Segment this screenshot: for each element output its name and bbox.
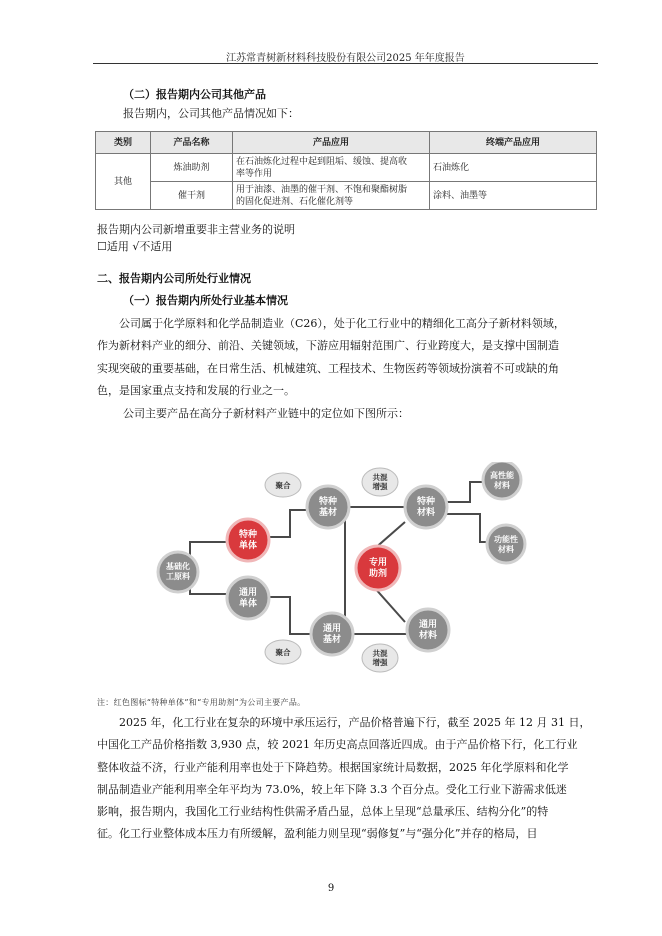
node-special-monomer bbox=[227, 519, 269, 561]
svg-text:材料: 材料 bbox=[416, 508, 436, 518]
product-application-cell bbox=[233, 182, 430, 210]
svg-text:特种: 特种 bbox=[238, 530, 258, 540]
col-header-category: 类别 bbox=[96, 132, 151, 154]
non-main-business-title: 报告期内公司新增重要非主营业务的说明 bbox=[97, 223, 295, 236]
col-header-name: 产品名称 bbox=[151, 132, 233, 154]
svg-text:通用: 通用 bbox=[418, 620, 438, 630]
diagram-note: 注：红色图标“特种单体”和“专用助剂”为公司主要产品。 bbox=[97, 698, 306, 707]
svg-text:聚合: 聚合 bbox=[275, 648, 291, 657]
industry-section-heading: 二、报告期内公司所处行业情况 bbox=[97, 272, 251, 285]
header-rule bbox=[93, 63, 598, 64]
paragraph-line: 制品制造业产能利用率全年平均为 73.0%，较上年下降 3.3 个百分点。受化工行业下游需求低迷 bbox=[97, 782, 567, 796]
svg-text:功能性: 功能性 bbox=[494, 535, 518, 544]
table-row bbox=[96, 182, 597, 210]
other-products-heading: （二）报告期内公司其他产品 bbox=[123, 88, 266, 101]
application-line: 率等作用 bbox=[236, 168, 273, 179]
terminal-application-cell: 涂料、油墨等 bbox=[430, 182, 597, 210]
paragraph-line: 色，是国家重点支持和发展的行业之一。 bbox=[97, 383, 295, 397]
svg-text:通用: 通用 bbox=[238, 588, 258, 598]
node-general-base bbox=[311, 613, 353, 655]
page-number: 9 bbox=[327, 883, 335, 894]
svg-text:基础化: 基础化 bbox=[166, 562, 190, 571]
node-general-material bbox=[407, 609, 449, 651]
node-basic-raw-material bbox=[158, 552, 198, 592]
svg-text:专用: 专用 bbox=[368, 558, 388, 568]
category-cell: 其他 bbox=[96, 154, 151, 210]
paragraph-line: 2025 年，化工行业在复杂的环境中承压运行，产品价格普遍下行，截至 2025 年 12 月 31 日， bbox=[119, 716, 591, 729]
paragraph-line: 影响，报告期内，我国化工行业结构性供需矛盾凸显，总体上呈现“总量承压、结构分化”的特 bbox=[97, 805, 549, 819]
col-header-terminal: 终端产品应用 bbox=[430, 132, 597, 154]
svg-text:材料: 材料 bbox=[418, 631, 438, 641]
industry-paragraph-3 bbox=[97, 712, 597, 846]
node-general-monomer bbox=[227, 577, 269, 619]
svg-text:增强: 增强 bbox=[372, 658, 388, 667]
other-products-table bbox=[95, 131, 597, 210]
polymer-bubble-bottom bbox=[265, 640, 301, 664]
svg-text:基材: 基材 bbox=[322, 635, 342, 645]
svg-text:聚合: 聚合 bbox=[275, 481, 291, 490]
product-application-cell bbox=[233, 154, 430, 182]
node-special-material bbox=[405, 486, 447, 528]
svg-text:共混: 共混 bbox=[372, 649, 388, 658]
industry-subheading: （一）报告期内所处行业基本情况 bbox=[123, 294, 288, 307]
svg-text:单体: 单体 bbox=[238, 599, 258, 609]
svg-text:特种: 特种 bbox=[318, 497, 338, 507]
svg-text:助剂: 助剂 bbox=[368, 569, 388, 579]
application-line: 用于油漆、油墨的催干剂、不饱和聚酯树脂 bbox=[236, 184, 408, 195]
svg-text:材料: 材料 bbox=[494, 481, 510, 490]
svg-text:高性能: 高性能 bbox=[490, 471, 514, 480]
svg-text:工原料: 工原料 bbox=[166, 572, 190, 581]
industry-paragraph-2: 公司主要产品在高分子新材料产业链中的定位如下图所示： bbox=[123, 407, 409, 420]
node-special-base bbox=[307, 486, 349, 528]
svg-text:材料: 材料 bbox=[498, 545, 514, 554]
paragraph-line: 作为新材料产业的细分、前沿、关键领域，下游应用辐射范围广、行业跨度大，是支撑中国制造 bbox=[97, 339, 559, 353]
table-row bbox=[96, 154, 597, 182]
non-main-business-options: ☐适用 √不适用 bbox=[97, 240, 173, 253]
polymer-bubble-top bbox=[265, 473, 301, 497]
industry-paragraph-1 bbox=[97, 313, 597, 402]
svg-text:通用: 通用 bbox=[322, 624, 342, 634]
svg-text:共混: 共混 bbox=[372, 473, 388, 482]
blend-bubble-bottom bbox=[362, 644, 398, 672]
industry-chain-diagram bbox=[140, 462, 540, 690]
paragraph-line: 整体收益不济，行业产能利用率也处于下降趋势。根据国家统计局数据，2025 年化学原料和化学 bbox=[97, 760, 569, 774]
blend-bubble-top bbox=[362, 468, 398, 496]
other-products-intro: 报告期内，公司其他产品情况如下： bbox=[123, 107, 299, 120]
paragraph-line: 公司属于化学原料和化学品制造业（C26），处于化工行业中的精细化工高分子新材料领域， bbox=[119, 317, 565, 330]
report-header: 江苏常青树新材料科技股份有限公司2025 年年度报告 bbox=[226, 53, 465, 64]
product-name-cell: 催干剂 bbox=[151, 182, 233, 210]
product-name-cell: 炼油助剂 bbox=[151, 154, 233, 182]
application-line: 在石油炼化过程中起到阻垢、缓蚀、提高收 bbox=[236, 156, 408, 167]
paragraph-line: 实现突破的重要基础，在日常生活、机械建筑、工程技术、生物医药等领域扮演着不可或缺的角 bbox=[97, 361, 559, 375]
paragraph-line: 征。化工行业整体成本压力有所缓解，盈利能力则呈现“弱修复”与“强分化”并存的格局，目 bbox=[97, 827, 538, 841]
node-special-additive bbox=[356, 546, 400, 590]
svg-text:特种: 特种 bbox=[416, 497, 436, 507]
svg-text:基材: 基材 bbox=[318, 508, 338, 518]
node-high-performance-material bbox=[483, 462, 521, 499]
node-functional-material bbox=[487, 525, 525, 563]
application-line: 的固化促进剂、石化催化剂等 bbox=[236, 196, 354, 207]
paragraph-line: 中国化工产品价格指数 3,930 点，较 2021 年历史高点回落近四成。由于产品价格下行，化工行业 bbox=[97, 738, 578, 752]
terminal-application-cell: 石油炼化 bbox=[430, 154, 597, 182]
col-header-application: 产品应用 bbox=[233, 132, 430, 154]
svg-text:增强: 增强 bbox=[372, 482, 388, 491]
svg-text:单体: 单体 bbox=[238, 541, 258, 551]
